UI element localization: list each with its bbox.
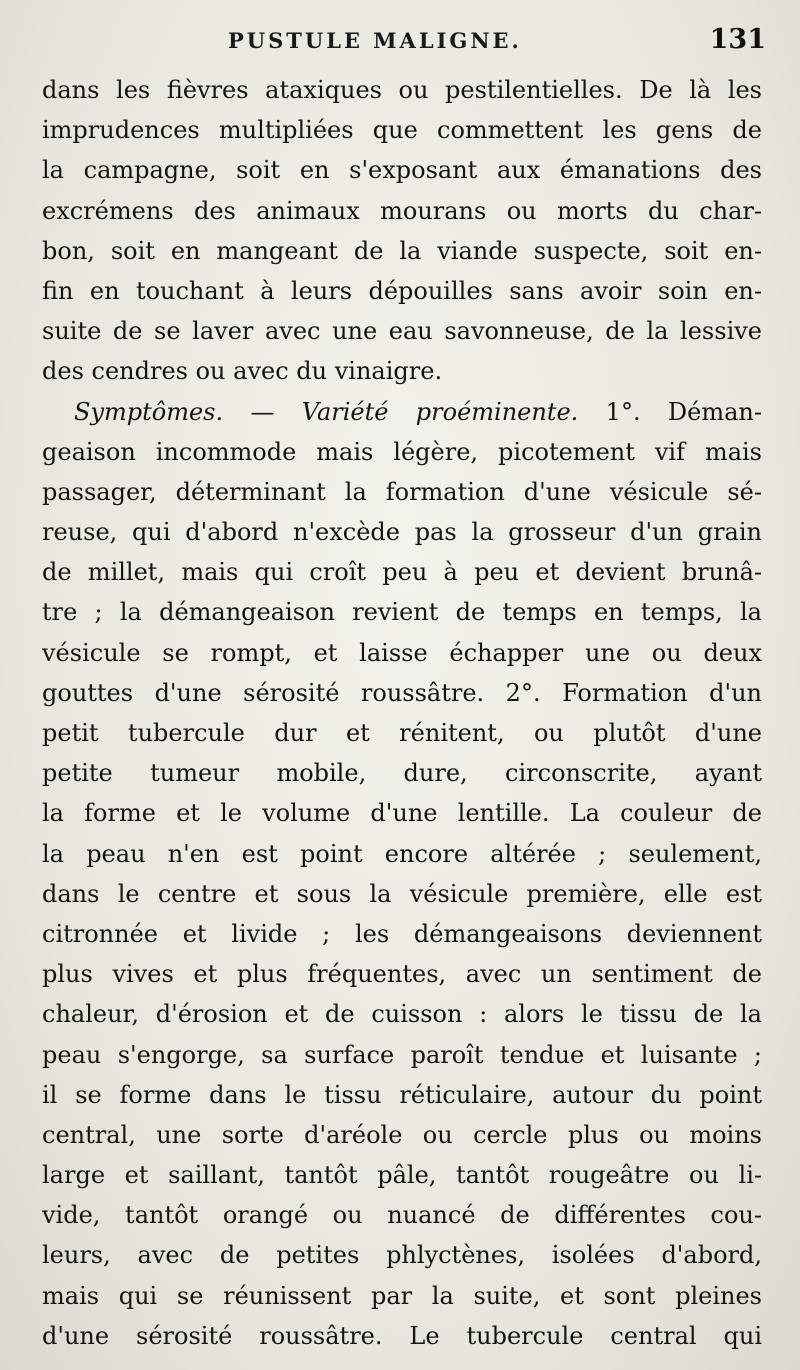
text-line: il se forme dans le tissu réticulaire, autour du point xyxy=(42,1080,762,1109)
text-line: large et saillant, tantôt pâle, tantôt rougeâtre ou li- xyxy=(42,1161,762,1190)
text-line: d'une sérosité roussâtre. Le tubercule central qui xyxy=(42,1321,762,1350)
text-line: reuse, qui d'abord n'excède pas la grosseur d'un grain xyxy=(42,518,762,547)
symptoms-heading: Symptômes. — Variété proéminente. xyxy=(74,397,579,426)
text-line: leurs, avec de petites phlyctènes, isolées d'abord, xyxy=(42,1241,762,1270)
text-line: la peau n'en est point encore altérée ; seulement, xyxy=(42,839,762,868)
symptoms-line xyxy=(42,392,762,432)
text-line: vide, tantôt orangé ou nuancé de différentes cou- xyxy=(42,1201,762,1230)
body-text xyxy=(42,70,762,1356)
text-line: citronnée et livide ; les démangeaisons deviennent xyxy=(42,919,762,948)
text-line: passager, déterminant la formation d'une vésicule sé- xyxy=(42,477,762,506)
text-line: imprudences multipliées que commettent les gens de xyxy=(42,116,762,145)
text-line: central, une sorte d'aréole ou cercle plus ou moins xyxy=(42,1120,762,1149)
text-line: geaison incommode mais légère, picotement vif mais xyxy=(42,437,762,466)
text-line: tre ; la démangeaison revient de temps en temps, la xyxy=(42,598,762,627)
page-header xyxy=(0,24,800,64)
text-line: peau s'engorge, sa surface paroît tendue et luisante ; xyxy=(42,1040,762,1069)
text-line: plus vives et plus fréquentes, avec un sentiment de xyxy=(42,960,762,989)
text-line: la forme et le volume d'une lentille. La couleur de xyxy=(42,799,762,828)
text-line: mais qui se réunissent par la suite, et sont pleines xyxy=(42,1281,762,1310)
text-line: la campagne, soit en s'exposant aux émanations des xyxy=(42,156,762,185)
text-line: petit tubercule dur et rénitent, ou plutôt d'une xyxy=(42,719,762,747)
text-line: dans les fièvres ataxiques ou pestilentielles. De là les xyxy=(42,76,762,104)
text-line: dans le centre et sous la vésicule première, elle est xyxy=(42,879,762,908)
symptoms-text: 1°. Déman- xyxy=(605,397,762,426)
text-line: vésicule se rompt, et laisse échapper une ou deux xyxy=(42,638,762,667)
text-line: fin en touchant à leurs dépouilles sans avoir soin en- xyxy=(42,276,762,305)
text-line: suite de se laver avec une eau savonneuse, de la lessive xyxy=(42,317,762,346)
text-line: chaleur, d'érosion et de cuisson : alors le tissu de la xyxy=(42,1000,762,1029)
text-line: de millet, mais qui croît peu à peu et devient brunâ- xyxy=(42,558,762,587)
text-line: bon, soit en mangeant de la viande suspecte, soit en- xyxy=(42,236,762,265)
text-line: excrémens des animaux mourans ou morts du char- xyxy=(42,196,762,225)
text-line: petite tumeur mobile, dure, circonscrite, ayant xyxy=(42,759,762,788)
text-line: gouttes d'une sérosité roussâtre. 2°. Formation d'un xyxy=(42,678,762,707)
running-title: PUSTULE MALIGNE. xyxy=(228,28,522,53)
text-line: des cendres ou avec du vinaigre. xyxy=(42,357,443,386)
page-number: 131 xyxy=(709,24,766,55)
